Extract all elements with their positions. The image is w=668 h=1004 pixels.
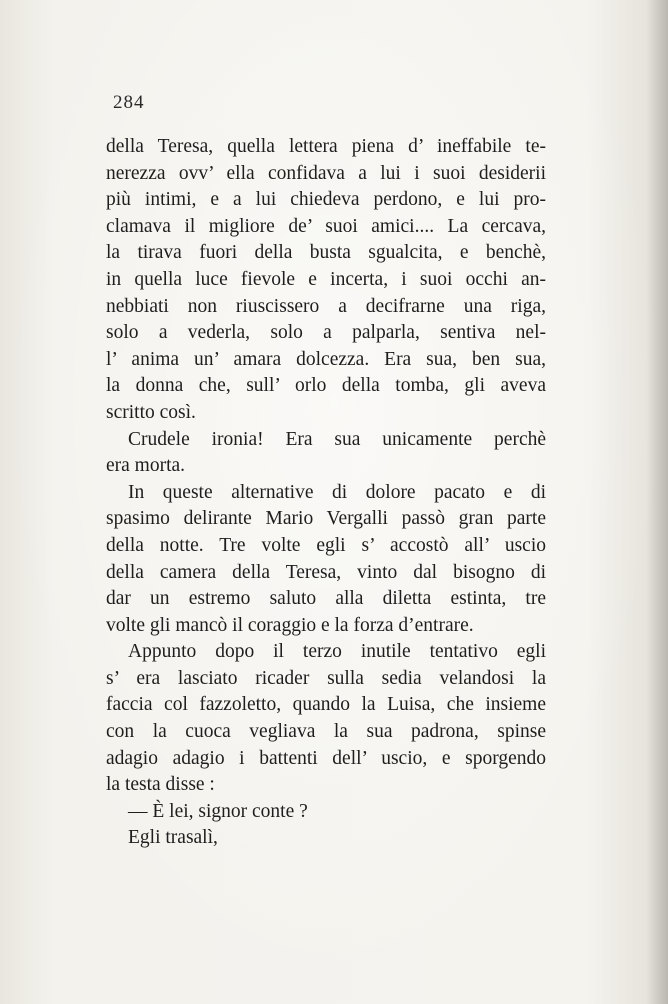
text-line: la tirava fuori della busta sgualcita, e benchè, [106,242,546,264]
text-line: dar un estremo saluto alla diletta estinta, tre [106,588,546,610]
page-number: 284 [113,92,145,113]
text-line: della Teresa, quella lettera piena d’ ineffabile te- [106,136,546,157]
text-line: con la cuoca vegliava la sua padrona, spinse [106,721,546,743]
text-line: la testa disse : [106,774,215,796]
text-line: Appunto dopo il terzo inutile tentativo egli [128,641,546,663]
body-text [106,134,546,852]
text-line: clamava il migliore de’ suoi amici.... La cercava, [106,215,546,237]
text-line: Crudele ironia! Era sua unicamente perchè [128,428,546,450]
text-line: spasimo delirante Mario Vergalli passò gran parte [106,508,546,530]
text-line: in quella luce fievole e incerta, i suoi occhi an- [106,268,546,290]
text-line: volte gli mancò il coraggio e la forza d’entrare. [106,614,474,636]
text-line: era morta. [106,455,186,477]
text-line: Egli trasalì, [128,827,218,849]
text-line: nebbiati non riuscissero a decifrarne una riga, [106,295,546,317]
text-line: più intimi, e a lui chiedeva perdono, e lui pro- [106,189,546,211]
text-line: nerezza ovv’ ella confidava a lui i suoi desiderii [106,162,546,184]
text-line: la donna che, sull’ orlo della tomba, gli aveva [106,375,546,397]
page-spine-shadow [646,0,668,1004]
text-line: l’ anima un’ amara dolcezza. Era sua, ben sua, [106,348,546,370]
text-line: In queste alternative di dolore pacato e di [128,481,546,503]
text-line: s’ era lasciato ricader sulla sedia velandosi la [106,667,546,689]
text-line: faccia col fazzoletto, quando la Luisa, che insieme [106,694,546,716]
text-line: — È lei, signor conte ? [128,800,308,822]
text-line: della notte. Tre volte egli s’ accostò all’ uscio [106,534,546,556]
text-line: adagio adagio i battenti dell’ uscio, e sporgendo [106,747,546,769]
text-line: solo a vederla, solo a palparla, sentiva nel- [106,322,546,344]
text-line: scritto così. [106,401,196,423]
text-line: della camera della Teresa, vinto dal bisogno di [106,561,546,583]
